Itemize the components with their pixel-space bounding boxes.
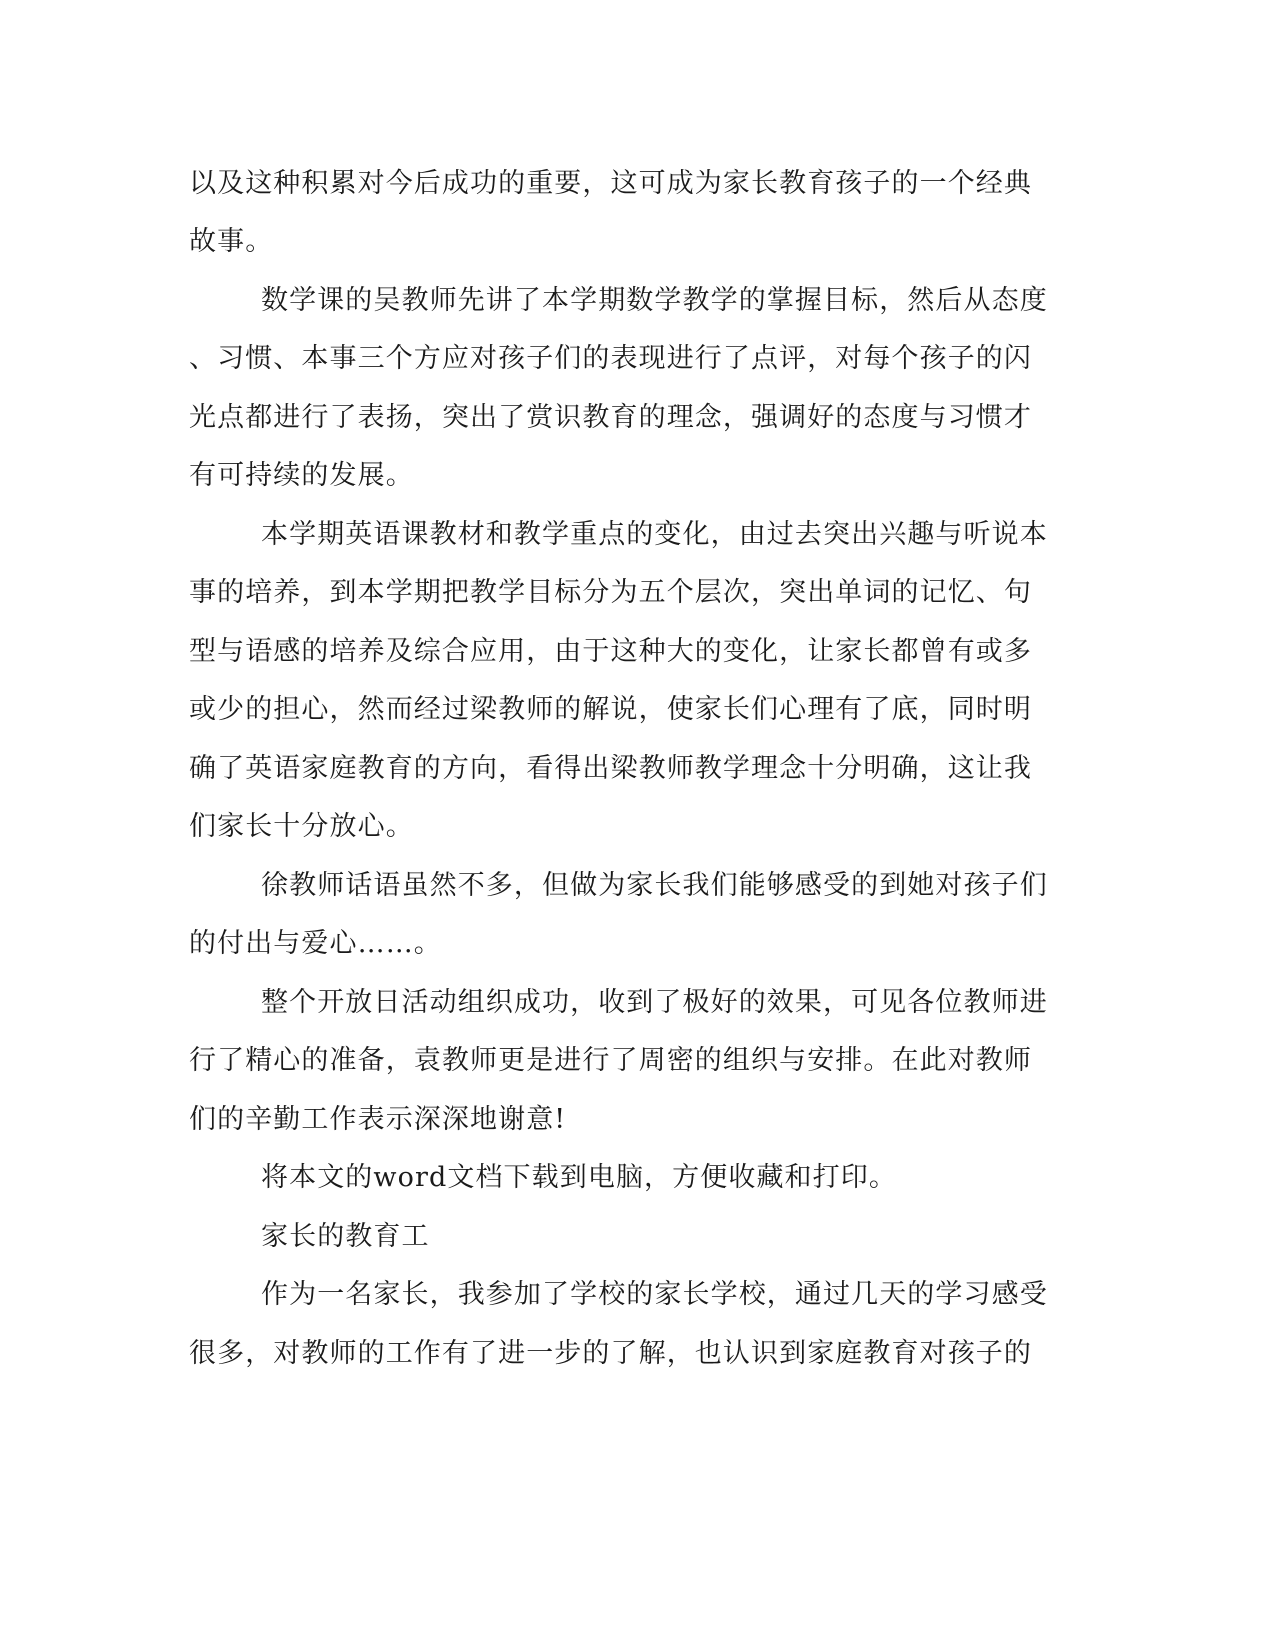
text-line: 有可持续的发展。 — [189, 460, 414, 491]
paragraph-start-line: 本学期英语课教材和教学重点的变化，由过去突出兴趣与听说本 — [261, 519, 1048, 550]
text-line: 们的辛勤工作表示深深地谢意! — [189, 1104, 567, 1135]
text-line: 行了精心的准备，袁教师更是进行了周密的组织与安排。在此对教师 — [189, 1045, 1032, 1076]
paragraph-start-line: 数学课的吴教师先讲了本学期数学教学的掌握目标，然后从态度 — [261, 285, 1048, 316]
paragraph-start-line: 作为一名家长，我参加了学校的家长学校，通过几天的学习感受 — [261, 1279, 1048, 1310]
text-line: 很多，对教师的工作有了进一步的了解，也认识到家庭教育对孩子的 — [189, 1338, 1032, 1369]
text-line: 、习惯、本事三个方应对孩子们的表现进行了点评，对每个孩子的闪 — [189, 343, 1032, 374]
paragraph-start-line: 将本文的word文档下载到电脑，方便收藏和打印。 — [261, 1162, 897, 1193]
text-line: 确了英语家庭教育的方向，看得出梁教师教学理念十分明确，这让我 — [189, 753, 1032, 784]
text-line: 型与语感的培养及综合应用，由于这种大的变化，让家长都曾有或多 — [189, 636, 1032, 667]
text-line: 的付出与爱心……。 — [189, 928, 442, 959]
text-line: 或少的担心，然而经过梁教师的解说，使家长们心理有了底，同时明 — [189, 694, 1032, 725]
text-line: 光点都进行了表扬，突出了赏识教育的理念，强调好的态度与习惯才 — [189, 402, 1032, 433]
text-line: 以及这种积累对今后成功的重要，这可成为家长教育孩子的一个经典 — [189, 168, 1032, 199]
text-line: 事的培养，到本学期把教学目标分为五个层次，突出单词的记忆、句 — [189, 577, 1032, 608]
paragraph-start-line: 整个开放日活动组织成功，收到了极好的效果，可见各位教师进 — [261, 987, 1048, 1018]
paragraph-start-line: 徐教师话语虽然不多，但做为家长我们能够感受的到她对孩子们 — [261, 870, 1048, 901]
section-heading: 家长的教育工 — [261, 1221, 430, 1252]
text-line: 故事。 — [189, 226, 274, 257]
text-line: 们家长十分放心。 — [189, 811, 414, 842]
